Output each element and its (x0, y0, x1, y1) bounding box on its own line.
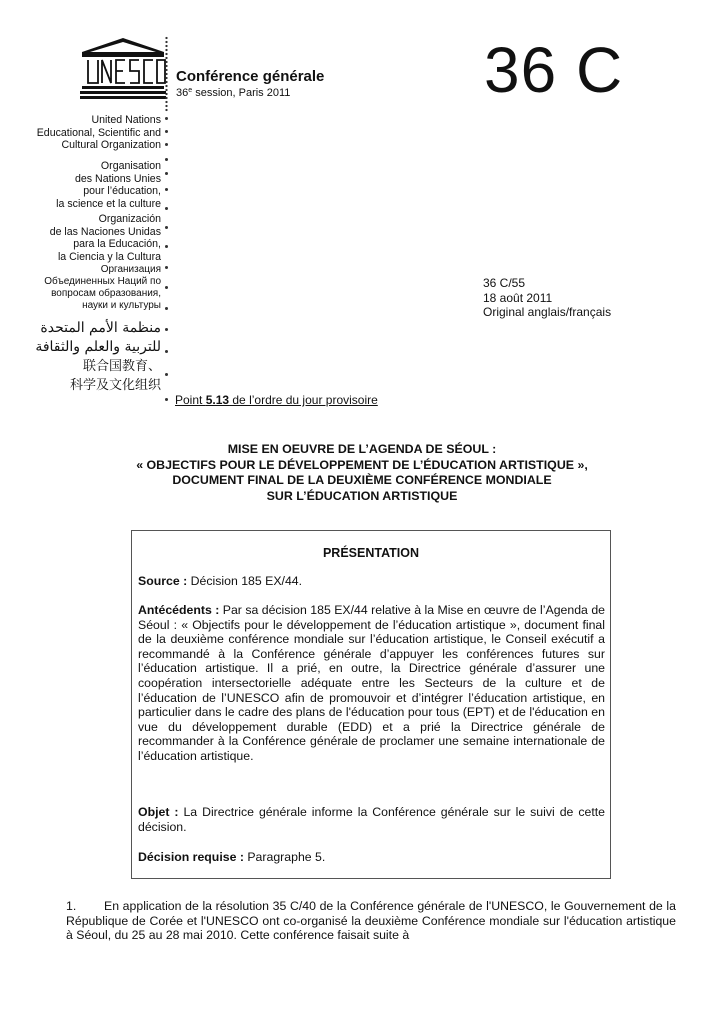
separator-dot (165, 307, 168, 310)
org-line: منظمة الأمم المتحدة (40, 320, 161, 336)
title-line: « OBJECTIFS POUR LE DÉVELOPPEMENT DE L’ÉDUCATION ARTISTIQUE », (136, 457, 588, 472)
separator-dotted-line (165, 36, 168, 112)
conference-title: Conférence générale (176, 68, 325, 85)
org-line: Educational, Scientific and (36, 126, 161, 139)
presentation-source (138, 574, 605, 589)
org-name-russian (44, 264, 161, 312)
separator-dot (165, 398, 168, 401)
source-label: Source : (138, 574, 188, 588)
document-code: 36 C (484, 34, 624, 106)
separator-dot (165, 328, 168, 331)
org-line: pour l’éducation, (83, 185, 161, 197)
org-line: للتربية والعلم والثقافة (35, 339, 161, 355)
separator-dot (165, 188, 168, 191)
separator-dot (165, 266, 168, 269)
org-line: Организация (100, 264, 161, 275)
org-line: Cultural Organization (61, 139, 161, 151)
org-name-spanish (50, 213, 161, 263)
org-line: la science et la culture (56, 197, 161, 210)
session-superscript: e (188, 87, 193, 94)
document-number: 36 C/55 (483, 276, 526, 290)
unesco-logo (80, 38, 166, 102)
unesco-temple-logo-icon (80, 38, 166, 102)
paragraph-text: En application de la résolution 35 C/40 de la Conférence générale de l'UNESCO, le Gouvernement de la République de Corée et l'UNESCO ont co-organisé la deuxième Conférence mondiale sur l'éducation artistique à Séoul, du 25 au 28 mai 2010. Cette conférence faisait suite à (66, 899, 676, 943)
separator-dot (165, 117, 168, 120)
separator-dot (165, 245, 168, 248)
org-name-chinese (70, 357, 161, 395)
purpose-text: La Directrice générale informe la Conférence générale sur le suivi de cette décision. (138, 805, 605, 834)
separator-dot (165, 373, 168, 376)
org-line: Organización (98, 213, 161, 225)
source-text: Décision 185 EX/44. (187, 574, 303, 588)
presentation-heading: PRÉSENTATION (322, 546, 420, 560)
org-name-french (56, 160, 161, 210)
paragraph-number: 1. (66, 899, 77, 913)
org-line: para la Educación, (73, 238, 161, 250)
org-line: 科学及文化组织 (69, 378, 161, 393)
background-text: Par sa décision 185 EX/44 relative à la Mise en œuvre de l’Agenda de Séoul : « Objectifs pour le développement de l’éducation artistique », document final de la deuxième conférence mondiale sur l’éducation artistique, le Conseil exécutif a recommandé à la Conférence générale d’appuyer les conférences futures sur l’éducation artistique. Il a prié, en outre, la Directrice générale d’assurer une coopération intersectorielle adéquate entre les Secteurs de la culture et de l’éducation de l’UNESCO afin de promouvoir et d’intégrer l’éducation artistique, en particulier dans le cadre des plans de l'éducation pour tous (EPT) et de l'éducation en vue du développement durable (EDD) et a prié la Directrice générale de recommander à la Conférence générale de proclamer une semaine internationale de l’éducation artistique. (138, 603, 605, 763)
separator-dot (165, 158, 168, 161)
separator-dot (165, 172, 168, 175)
original-languages: Original anglais/français (483, 305, 612, 319)
presentation-purpose (138, 805, 605, 834)
agenda-number: 5.13 (205, 393, 230, 407)
org-line: вопросам образования, (51, 288, 161, 299)
document-date: 18 août 2011 (483, 290, 553, 305)
org-name-arabic (35, 319, 161, 357)
separator-dot (165, 350, 168, 353)
separator-dot (165, 143, 168, 146)
separator-dot (165, 130, 168, 133)
session-text: session, Paris 2011 (192, 87, 291, 99)
org-line: de las Naciones Unidas (49, 225, 161, 238)
agenda-suffix: de l’ordre du jour provisoire (229, 393, 378, 407)
agenda-item (175, 393, 378, 407)
org-line: Organisation (100, 160, 161, 172)
decision-text: Paragraphe 5. (243, 850, 326, 864)
presentation-background (138, 603, 605, 764)
document-reference (483, 276, 611, 320)
org-name-english (37, 114, 161, 152)
title-line: SUR L’ÉDUCATION ARTISTIQUE (266, 488, 458, 503)
document-title (0, 442, 724, 504)
separator-dot (165, 207, 168, 210)
org-line: науки и культуры (82, 300, 161, 311)
org-line: United Nations (91, 114, 161, 126)
decision-label: Décision requise : (138, 850, 244, 864)
org-line: 联合国教育、 (82, 359, 161, 374)
title-line: DOCUMENT FINAL DE LA DEUXIÈME CONFÉRENCE MONDIALE (172, 473, 552, 487)
separator-dot (165, 286, 168, 289)
session-number: 36 (176, 87, 189, 99)
org-line: la Ciencia y la Cultura (57, 250, 161, 263)
org-line: Объединенных Наций по (44, 276, 161, 287)
title-line: MISE EN OEUVRE DE L’AGENDA DE SÉOUL : (227, 442, 497, 456)
paragraph-1 (66, 899, 676, 943)
purpose-label: Objet : (138, 805, 179, 819)
presentation-decision (138, 850, 605, 865)
conference-session (176, 87, 290, 99)
separator-dot (165, 226, 168, 229)
agenda-prefix: Point (175, 393, 206, 407)
background-label: Antécédents : (138, 603, 220, 617)
org-line: des Nations Unies (75, 172, 161, 185)
